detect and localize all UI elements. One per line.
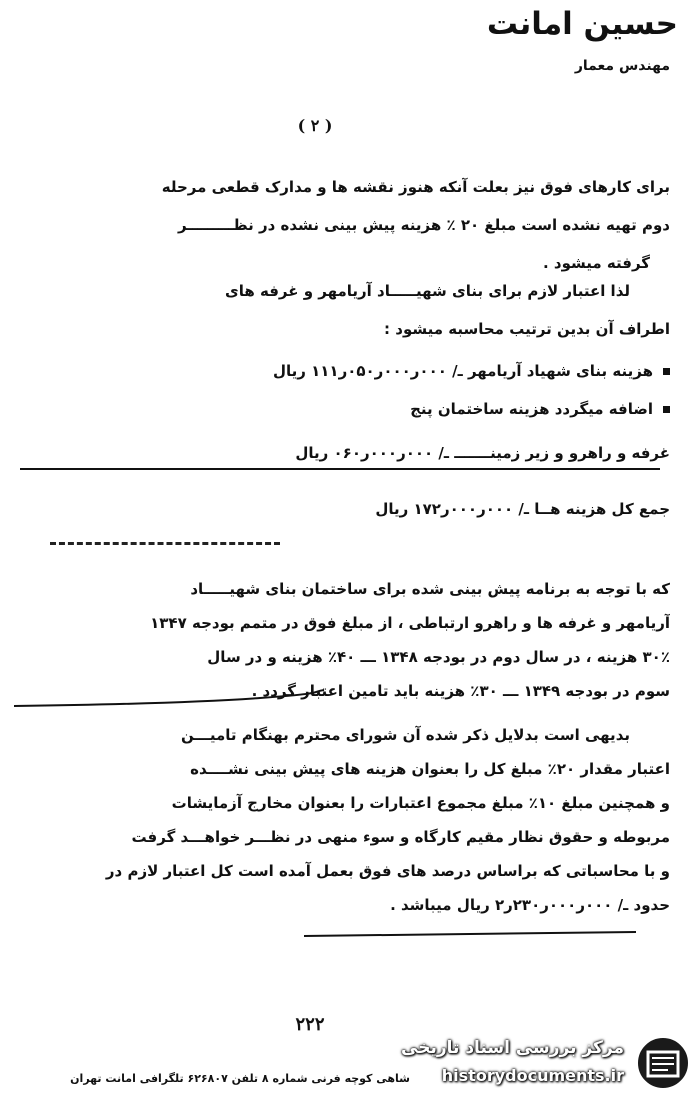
author-profession: مهندس معمار (574, 58, 670, 74)
paragraph-line: و با محاسباتی که براساس درصد های فوق بعمل آمده است کل اعتبار لازم در (105, 862, 670, 880)
watermark (396, 1030, 696, 1100)
paragraph-line: سوم در بودجه ۱۳۴۹ ـــ ۳۰٪ هزینه باید تامین اعتبار گردد . (251, 682, 670, 700)
cost-total (20, 490, 670, 528)
paragraph-line: برای کارهای فوق نیز بعلت آنکه هنوز نقشه ها و مدارک قطعی مرحله (161, 178, 670, 196)
footer-mark: ۲۲۲ (295, 1014, 325, 1035)
paragraph-line: بدیهی است بدلایل ذکر شده آن شورای محترم بهنگام تامیـــن (180, 726, 630, 744)
watermark-text-fa: مرکز بررسی اسناد تاریخی (401, 1038, 624, 1058)
paragraph-4 (20, 718, 670, 922)
paragraph-line: حدود ـ/ ۰۰۰ر۰۰۰ر۲۳۰ر۲ ریال میباشد . (390, 896, 670, 914)
bullet-icon (663, 406, 670, 413)
sum-divider (20, 468, 660, 470)
bullet-icon (663, 368, 670, 375)
cost-total-text: جمع کل هزینه هــا ـ/ ۰۰۰ر۰۰۰ر۱۷۲ ریال (375, 500, 670, 518)
paragraph-1 (20, 168, 670, 282)
paragraph-line: مربوطه و حقوق نظار مقیم کارگاه و سوء منهی در نظـــر خواهـــد گرفت (131, 828, 670, 846)
watermark-text-en: historydocuments.ir (441, 1066, 624, 1085)
paragraph-line: اعتبار مقدار ۲۰٪ مبلغ کل را بعنوان هزینه های پیش بینی نشــــده (190, 760, 670, 778)
paragraph-line: دوم تهیه نشده است مبلغ ۲۰ ٪ هزینه پیش بینی نشده در نظـــــــــر (178, 216, 670, 234)
cost-item (20, 390, 670, 428)
handwritten-underline (10, 688, 330, 714)
author-name: حسین امانت (486, 6, 678, 42)
paragraph-line: ۳۰٪ هزینه ، در سال دوم در بودجه ۱۳۴۸ ـــ ۴۰٪ هزینه و در سال (207, 648, 670, 666)
cost-item (20, 352, 670, 390)
cost-item-text: غرفه و راهرو و زیر زمینـــــــ ـ/ ۰۰۰ر۰۰۰ر۰۶۰ ریال (295, 444, 670, 462)
paragraph-line: آریامهر و غرفه ها و راهرو ارتباطی ، از مبلغ فوق در متمم بودجه ۱۳۴۷ (150, 614, 670, 632)
footer-address: شاهی کوچه فرنی شماره ۸ تلفن ۶۲۶۸۰۷ تلگرافی امانت تهران (70, 1072, 410, 1085)
cost-item-text: اضافه میگردد هزینه ساختمان پنج (410, 400, 653, 418)
page-number: ( ۲ ) (297, 116, 333, 135)
cost-item-text: هزینه بنای شهیاد آریامهر ـ/ ۰۰۰ر۰۰۰ر۰۵۰ر۱۱۱ ریال (272, 362, 653, 380)
paragraph-line: گرفته میشود . (542, 254, 650, 272)
paragraph-line: و همچنین مبلغ ۱۰٪ مبلغ مجموع اعتبارات را بعنوان مخارج آزمایشات (171, 794, 670, 812)
paragraph-line: اطراف آن بدین ترتیب محاسبه میشود : (384, 320, 670, 338)
archive-logo-icon (634, 1034, 692, 1092)
paragraph-2 (20, 272, 670, 348)
cost-list (20, 352, 670, 472)
dashed-divider (50, 542, 280, 545)
paragraph-line: که با توجه به برنامه پیش بینی شده برای ساختمان بنای شهیـــــاد (190, 580, 670, 598)
handwritten-underline (300, 926, 640, 942)
paragraph-line: لذا اعتبار لازم برای بنای شهیـــــاد آریامهر و غرفه های (224, 282, 630, 300)
